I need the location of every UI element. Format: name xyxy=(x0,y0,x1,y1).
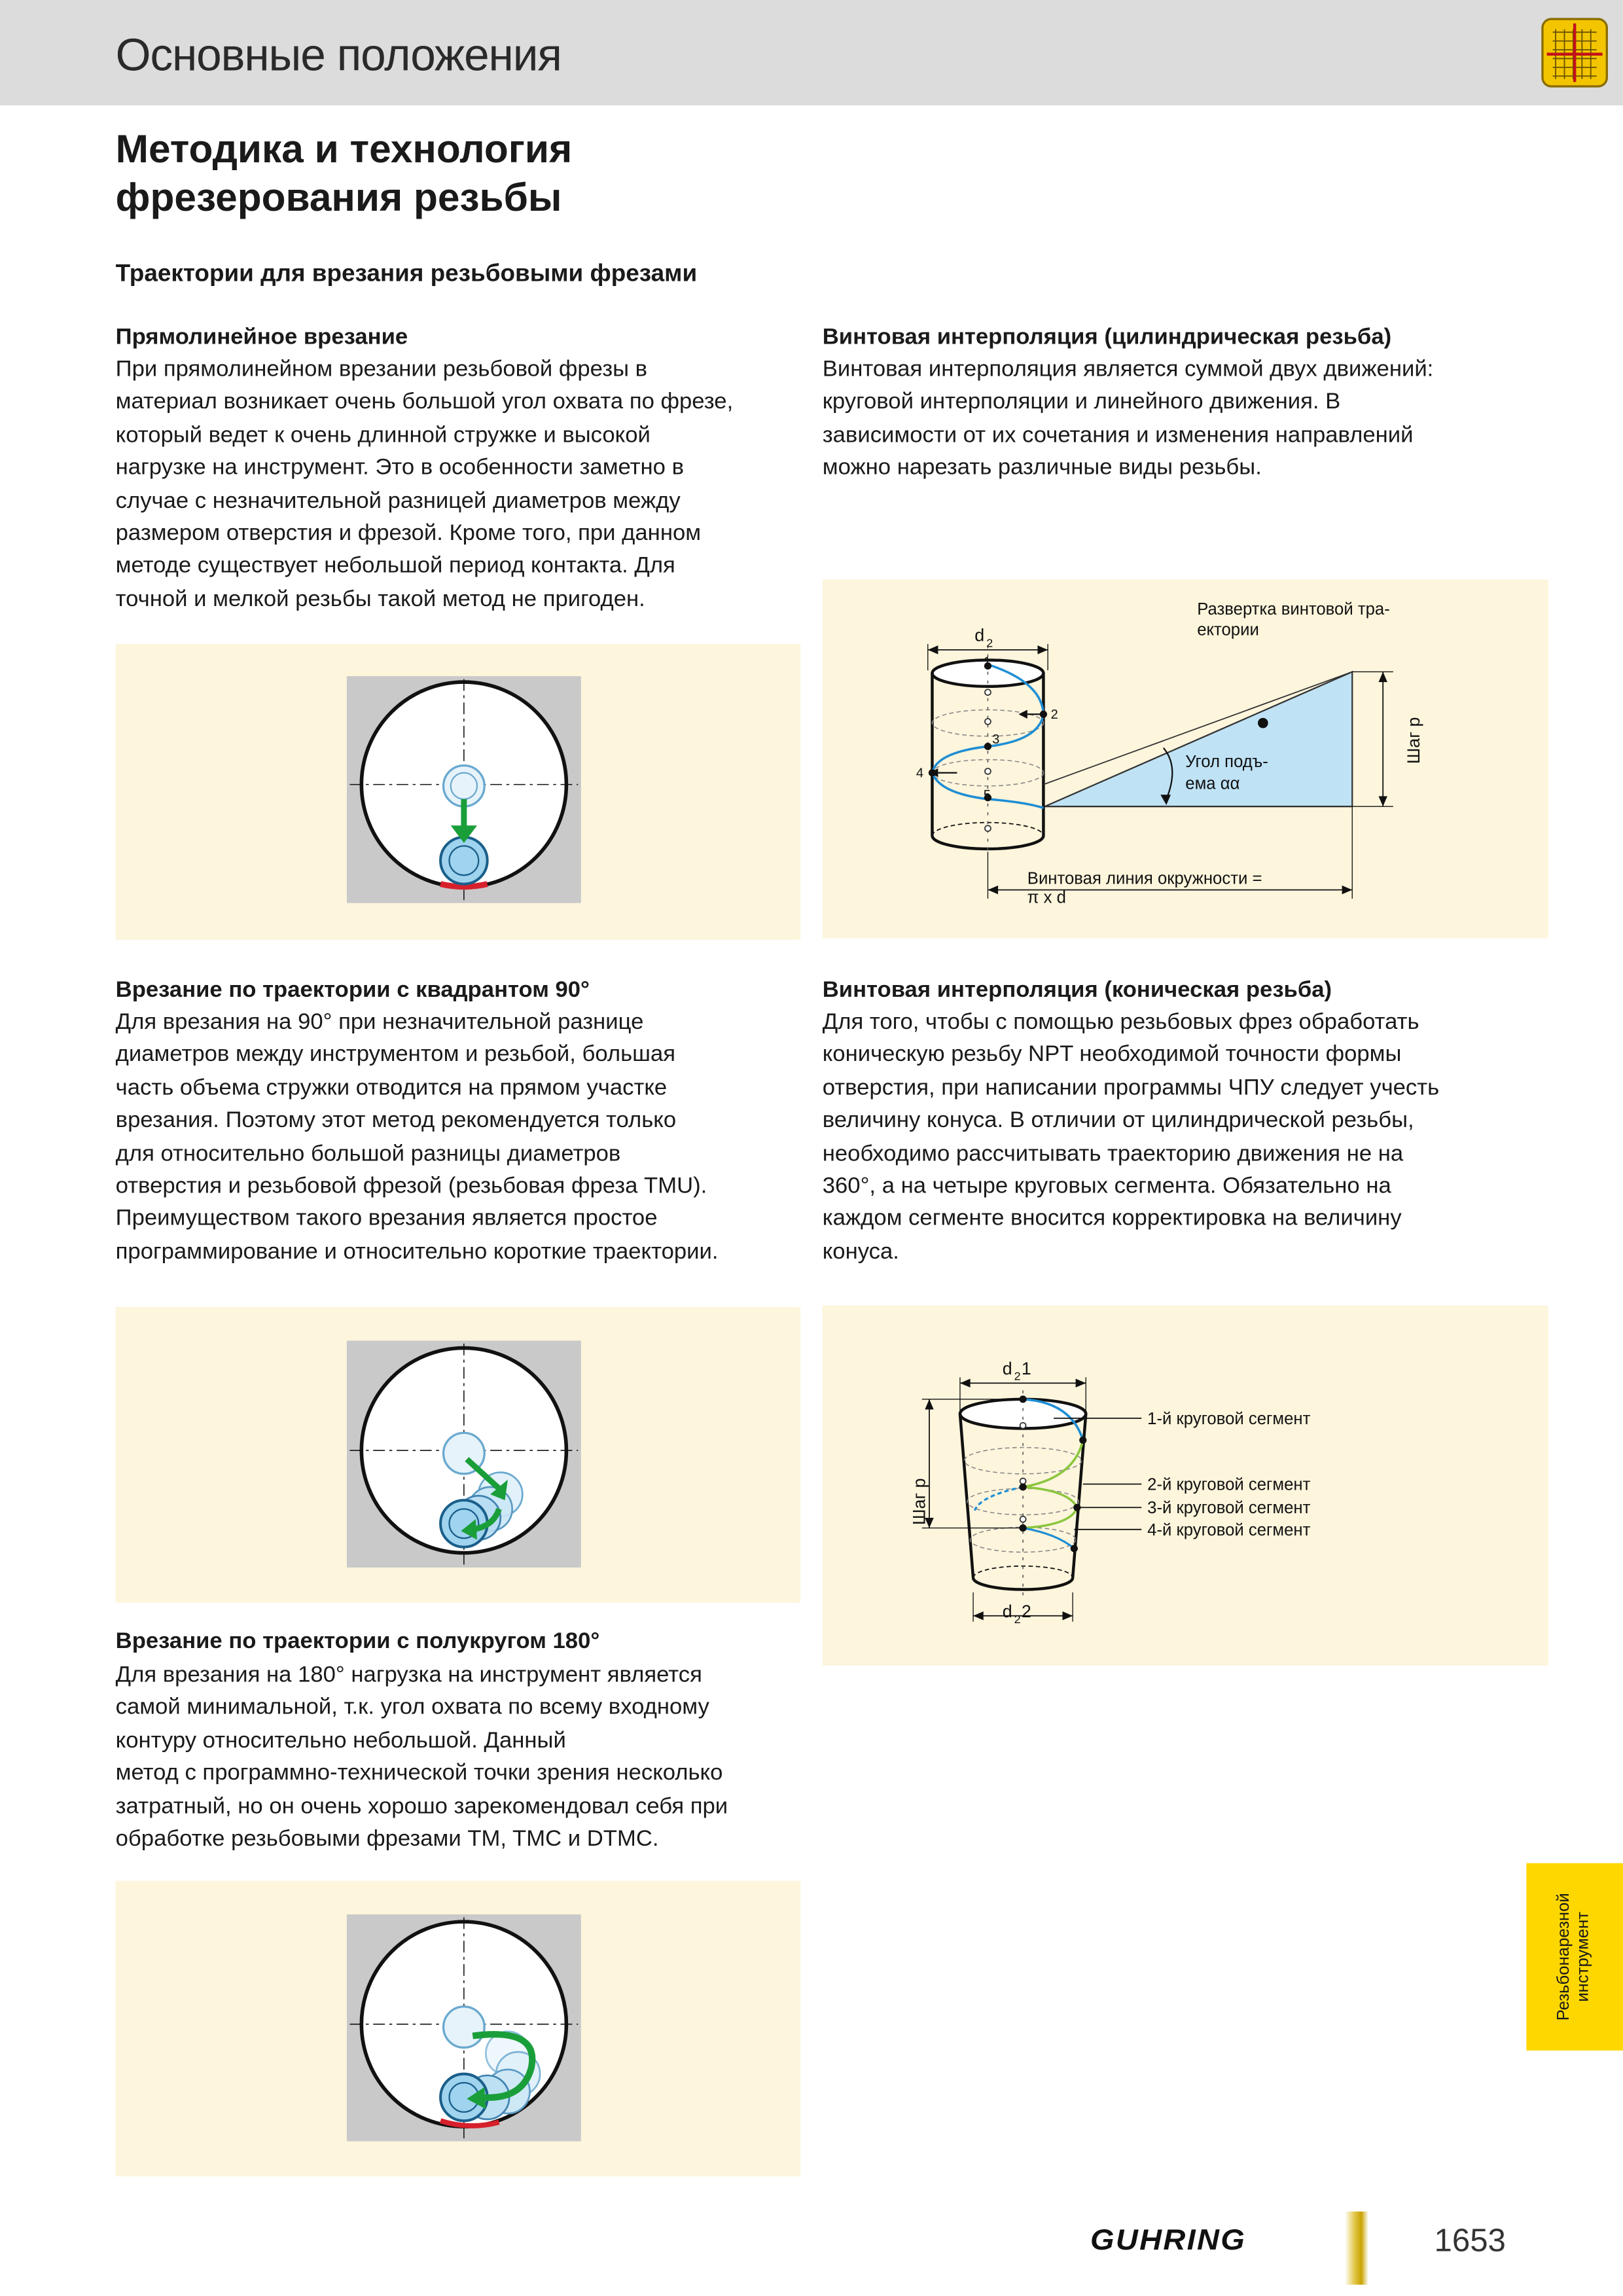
text-line: отверстия и резьбовой фрезой (резьбовая фреза TMU). xyxy=(115,1174,707,1199)
helical-cyl-text xyxy=(823,354,1434,485)
side-tab-label xyxy=(1556,1893,1594,2020)
quadrant-entry-heading: Врезание по траектории с квадрантом 90° xyxy=(115,977,590,1003)
text-line: каждом сегменте вносится корректировка на величину xyxy=(822,1206,1402,1232)
text-line: контуру относительно небольшой. Данный xyxy=(115,1728,566,1753)
circumference-label-line1: Винтовая линия окружности = xyxy=(1027,869,1262,888)
quadrant-entry-text xyxy=(116,1007,719,1270)
segment-4-label: 4-й круговой сегмент xyxy=(1147,1520,1311,1539)
semicircle-entry-text xyxy=(116,1660,728,1857)
text-line: Для того, чтобы с помощью резьбовых фрез обработать xyxy=(822,1009,1419,1035)
straight-entry-diagram xyxy=(116,644,801,940)
segment-3-label: 3-й круговой сегмент xyxy=(1147,1499,1311,1518)
development-label-line1: Развертка винтовой тра- xyxy=(1197,600,1390,619)
text-line: случае с незначительной разницей диаметров между xyxy=(115,488,681,514)
grid-target-icon xyxy=(1541,18,1609,88)
text-line: зависимости от их сочетания и изменения направлений xyxy=(822,422,1414,448)
footer-accent-bar xyxy=(1345,2212,1368,2285)
text-line: обработке резьбовыми фрезами TM, TMC и DTMC. xyxy=(115,1826,659,1852)
point-1-label: 1 xyxy=(983,655,991,670)
text-line: затратный, но он очень хорошо зарекомендовал себя при xyxy=(115,1793,728,1819)
text-line: необходимо рассчитывать траекторию движения не на xyxy=(822,1141,1404,1166)
text-line: отверстия, при написании программы ЧПУ следует учесть xyxy=(822,1075,1440,1101)
d2-label: d xyxy=(974,625,985,645)
text-line: часть объема стружки отводится на прямом участке xyxy=(115,1075,668,1101)
bottom-diameter-index: 2 xyxy=(1021,1602,1031,1622)
tool-start xyxy=(444,2007,485,2048)
helical-con-text xyxy=(823,1007,1439,1270)
semicircle-entry-heading: Врезание по траектории с полукругом 180° xyxy=(115,1628,600,1654)
angle-label-line2: ема αα xyxy=(1185,774,1240,793)
point-3-label: 3 xyxy=(992,732,1000,747)
text-line: методе существует небольшой период контакта. Для xyxy=(115,554,675,579)
straight-entry-heading: Прямолинейное врезание xyxy=(115,325,408,350)
text-line: 360°, а на четыре круговых сегмента. Обязательно на xyxy=(822,1174,1391,1199)
helical-con-heading: Винтовая интерполяция (коническая резьба) xyxy=(822,977,1332,1003)
brand-logo: GUHRING xyxy=(1090,2225,1247,2257)
text-line: врезания. Поэтому этот метод рекомендуется только xyxy=(115,1108,677,1134)
main-title xyxy=(116,126,847,223)
pitch-label: Шаг p xyxy=(1404,717,1424,764)
text-line: величину конуса. В отличии от цилиндрической резьбы, xyxy=(822,1108,1414,1134)
top-diameter-index: 1 xyxy=(1021,1358,1031,1378)
text-line: круговой интерполяции и линейного движения. В xyxy=(822,389,1341,415)
text-line: конуса. xyxy=(822,1239,899,1265)
tool-end xyxy=(440,1500,488,1547)
bottom-diameter-subscript: 2 xyxy=(1014,1612,1021,1626)
side-tab-line: инструмент xyxy=(1575,1911,1592,2002)
top-diameter-subscript: 2 xyxy=(1014,1369,1021,1383)
segment-2-label: 2-й круговой сегмент xyxy=(1147,1475,1311,1494)
text-line: размером отверстия и фрезой. Кроме того, при данном xyxy=(115,521,702,547)
pitch-label: Шаг p xyxy=(909,1478,929,1526)
text-line: программирование и относительно короткие траектории. xyxy=(115,1239,719,1265)
text-line: материал возникает очень большой угол охвата по фрезе, xyxy=(115,389,734,415)
page-number: 1653 xyxy=(1434,2221,1506,2259)
helix-segment xyxy=(974,1487,1023,1511)
text-line: Винтовая интерполяция является суммой двух движений: xyxy=(822,357,1434,382)
point-4-label: 4 xyxy=(916,766,924,781)
text-line: диаметров между инструментом и резьбой, большая xyxy=(115,1043,676,1068)
development-label-line2: ектории xyxy=(1197,620,1259,639)
page-header-title: Основные положения xyxy=(115,29,562,81)
top-diameter-label: d xyxy=(1002,1358,1012,1378)
quadrant-entry-diagram-panel xyxy=(116,1307,801,1603)
d2-subscript: 2 xyxy=(986,636,993,650)
text-line: коническую резьбу NPT необходимой точности формы xyxy=(822,1043,1402,1068)
helical-con-diagram xyxy=(823,1306,1548,1666)
helix-segment xyxy=(1023,1487,1077,1528)
main-title-line: фрезерования резьбы xyxy=(115,175,562,220)
side-tab-line: Резьбонарезной xyxy=(1556,1893,1573,2021)
text-line: для относительно большой разницы диаметров xyxy=(115,1141,621,1166)
angle-label-line1: Угол подъ- xyxy=(1185,752,1268,771)
text-line: самой минимальной, т.к. угол охвата по всему входному xyxy=(115,1695,709,1721)
semicircle-entry-diagram xyxy=(116,1881,801,2177)
helical-con-diagram-panel xyxy=(823,1306,1548,1666)
helical-cyl-diagram-panel xyxy=(823,580,1548,939)
helical-cyl-diagram xyxy=(823,580,1548,939)
text-line: можно нарезать различные виды резьбы. xyxy=(822,455,1262,480)
straight-entry-text xyxy=(116,354,734,617)
section-side-tab[interactable] xyxy=(1526,1863,1623,2051)
text-line: метод с программно-технической точки зрения несколько xyxy=(115,1761,723,1786)
main-title-line: Методика и технология xyxy=(115,127,573,171)
quadrant-entry-diagram xyxy=(116,1307,801,1603)
tool-end xyxy=(440,837,488,884)
bottom-diameter-label: d xyxy=(1002,1602,1012,1622)
point-2-label: 2 xyxy=(1050,707,1058,722)
helix-segment xyxy=(1023,1440,1083,1487)
text-line: Преимуществом такого врезания является простое xyxy=(115,1206,658,1232)
straight-entry-diagram-panel xyxy=(116,644,801,940)
text-line: нагрузке на инструмент. Это в особенности заметно в xyxy=(115,455,685,480)
segment-1-label: 1-й круговой сегмент xyxy=(1147,1409,1311,1428)
text-line: Для врезания на 90° при незначительной разнице xyxy=(115,1009,644,1035)
text-line: Для врезания на 180° нагрузка на инструмент является xyxy=(115,1662,702,1688)
circumference-label-line2: π x d xyxy=(1027,888,1066,907)
section-subtitle: Траектории для врезания резьбовыми фрезами xyxy=(115,260,698,287)
point-5-label: 5 xyxy=(983,787,991,802)
helical-cyl-heading: Винтовая интерполяция (цилиндрическая резьба) xyxy=(822,325,1392,350)
text-line: который ведет к очень длинной стружке и высокой xyxy=(115,422,651,448)
text-line: точной и мелкой резьбы такой метод не пригоден. xyxy=(115,586,645,612)
text-line: При прямолинейном врезании резьбовой фрезы в xyxy=(115,357,648,382)
semicircle-entry-diagram-panel xyxy=(116,1881,801,2177)
helix-segment xyxy=(1023,1528,1074,1549)
